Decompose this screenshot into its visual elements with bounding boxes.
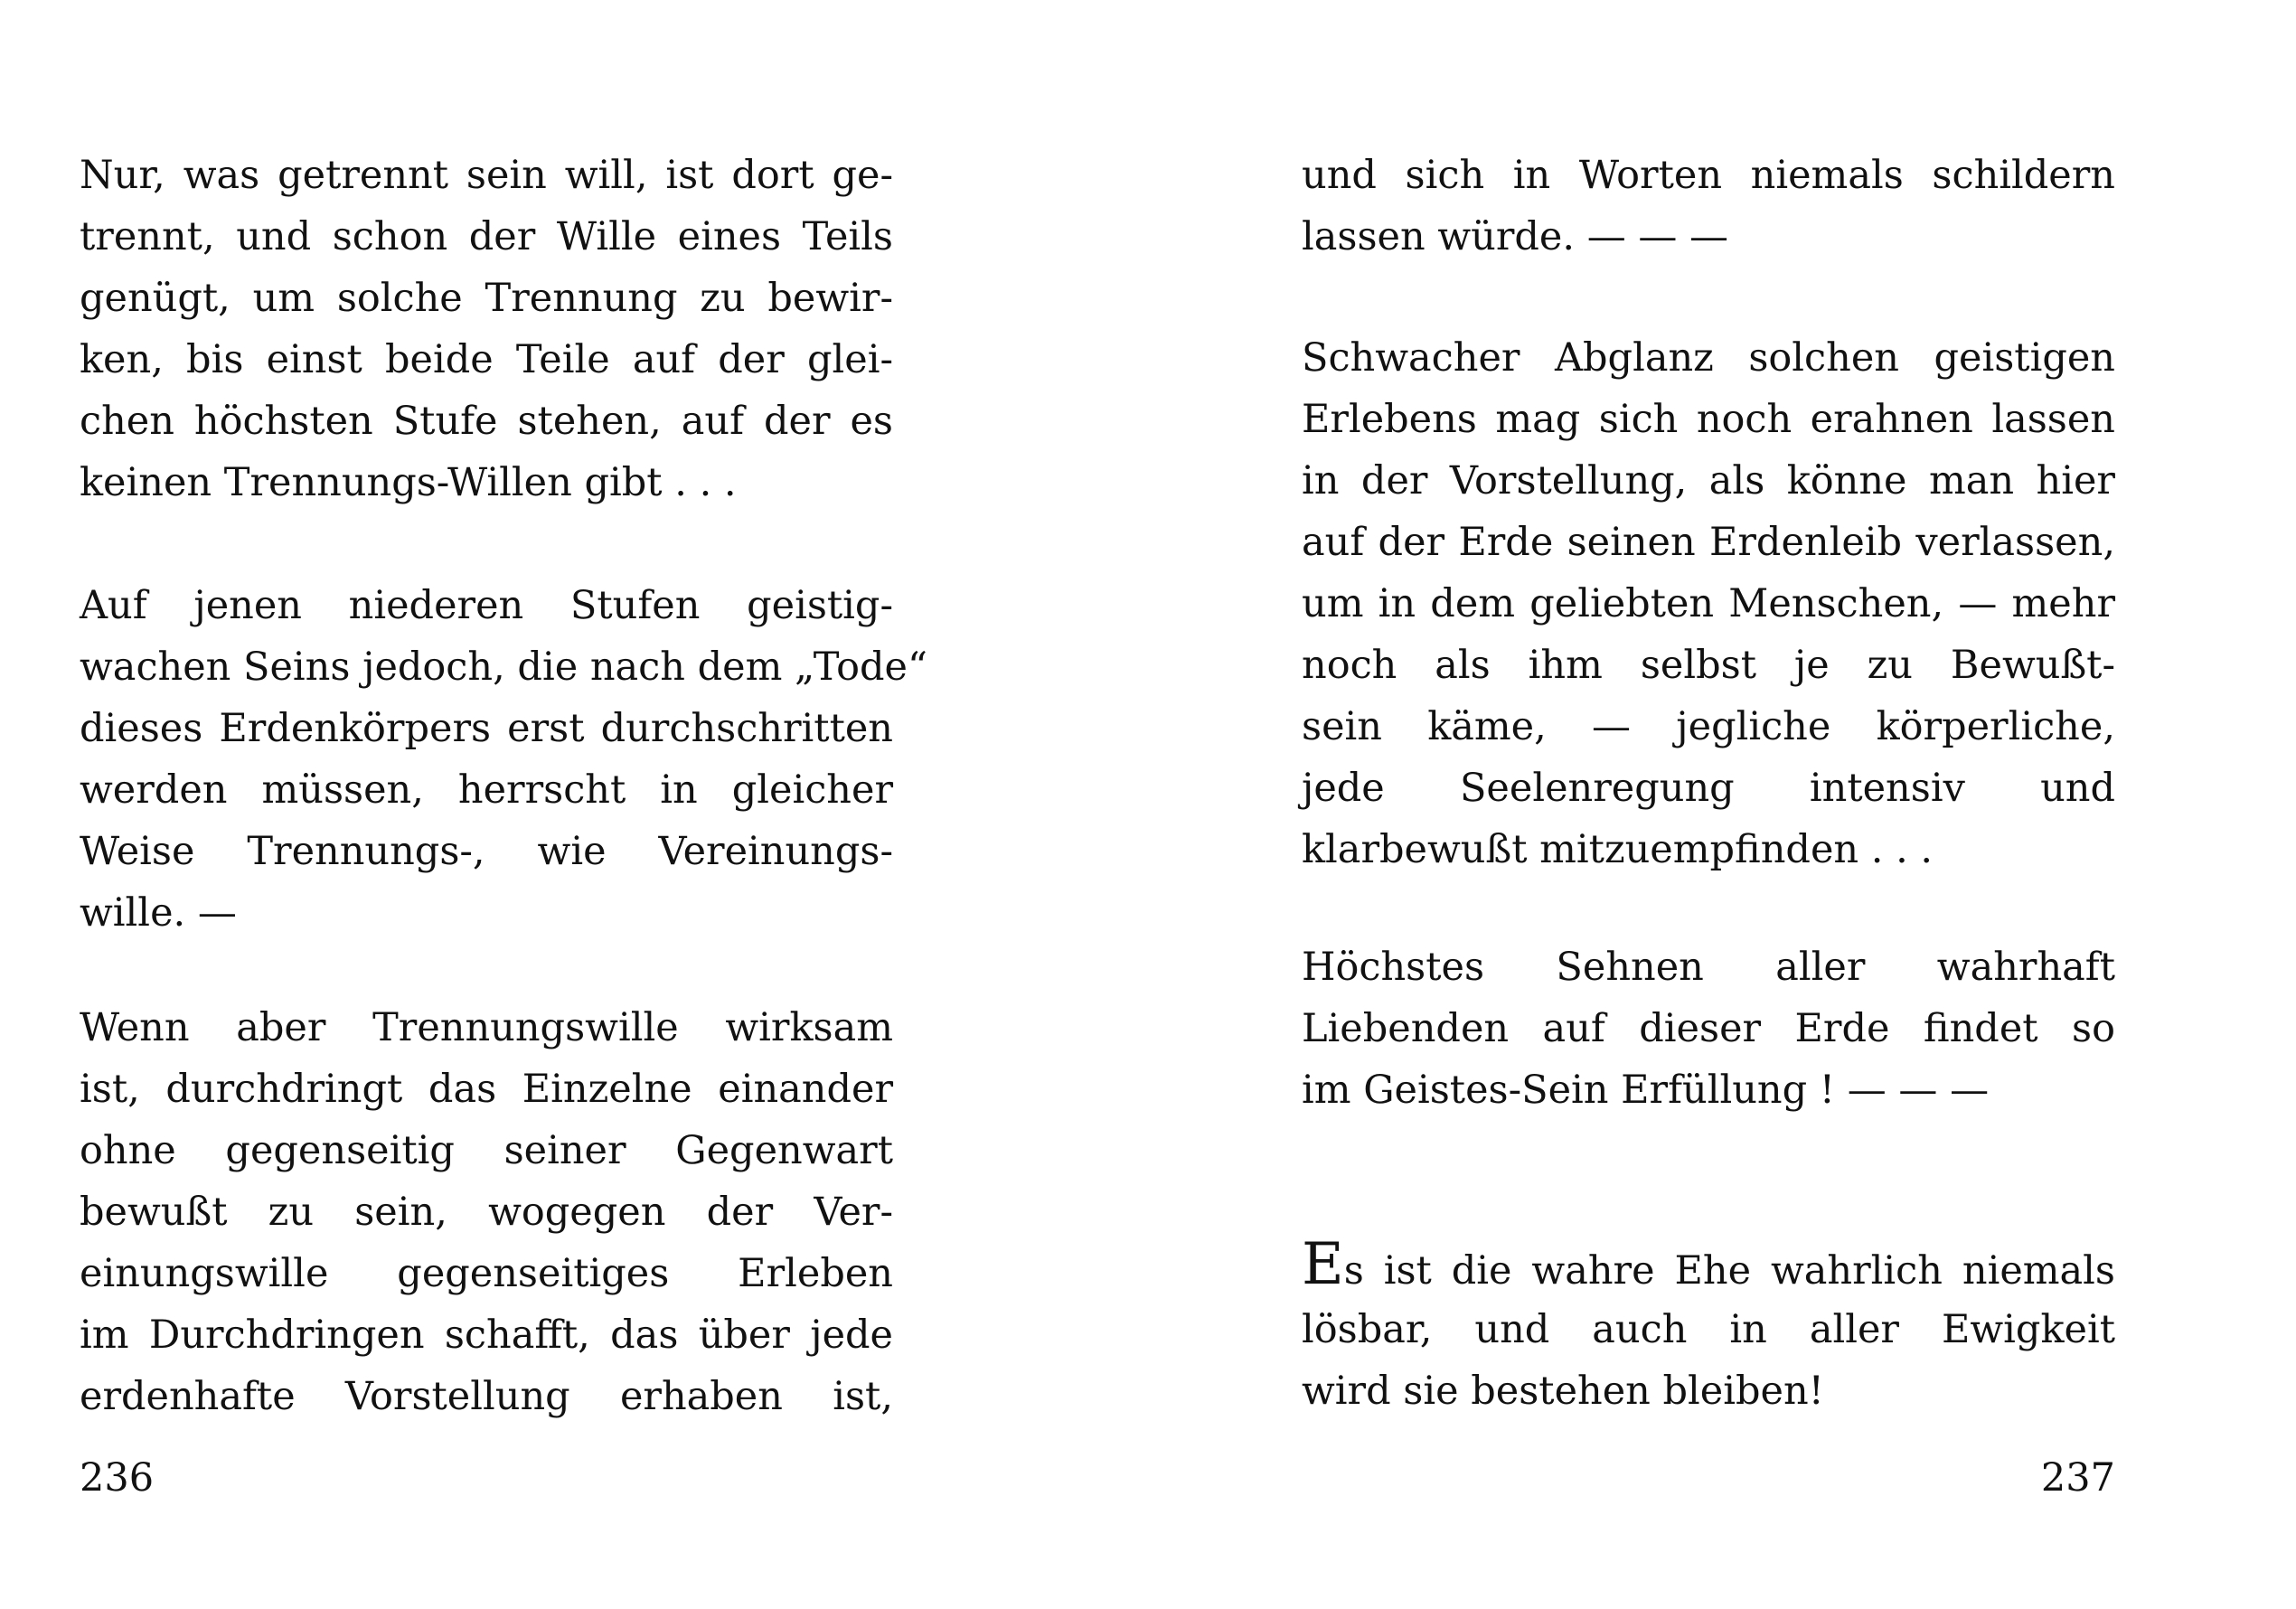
text-line: wachen Seins jedoch, die nach dem „Tode“ [80, 645, 927, 690]
text-line: ken, bis einst beide Teile auf der glei- [80, 337, 893, 382]
text-line: Erlebens mag sich noch erahnen lassen [1302, 397, 2115, 442]
text-line: ist, durchdringt das Einzelne einander [80, 1067, 893, 1112]
text-line: um in dem geliebten Menschen, — mehr [1302, 581, 2115, 626]
right-paragraph-2 [1302, 327, 2115, 880]
page-number: 237 [2040, 1455, 2115, 1501]
text-line [1302, 1231, 2115, 1299]
text-line: auf der Erde seinen Erdenleib verlassen, [1302, 520, 2115, 565]
text-line: wird sie bestehen bleiben! [1302, 1369, 1824, 1414]
text-line: wille. — [80, 890, 237, 936]
text-line: sein käme, — jegliche körperliche, [1302, 704, 2115, 749]
text-line: und sich in Worten niemals schildern [1302, 153, 2115, 198]
text-line: im Durchdringen schafft, das über jede [80, 1313, 893, 1358]
text-line: Auf jenen niederen Stufen geistig- [80, 583, 893, 628]
text-line: jede Seelenregung intensiv und [1302, 766, 2115, 811]
left-paragraph-3 [80, 997, 893, 1427]
drop-initial: E [1302, 1231, 1344, 1298]
text-line: trennt, und schon der Wille eines Teils [80, 214, 893, 259]
text-line: Höchstes Sehnen aller wahrhaft [1302, 945, 2115, 990]
text-line: noch als ihm selbst je zu Bewußt- [1302, 643, 2115, 688]
text-line: Weise Trennungs-, wie Vereinungs- [80, 829, 893, 874]
text-line: einungswille gegenseitiges Erleben [80, 1251, 893, 1296]
text-line: dieses Erdenkörpers erst durchschritten [80, 706, 893, 751]
text-line: Wenn aber Trennungswille wirksam [80, 1005, 893, 1050]
page-number: 236 [80, 1455, 155, 1501]
text-line: in der Vorstellung, als könne man hier [1302, 458, 2115, 503]
text-line: Nur, was getrennt sein will, ist dort ge- [80, 153, 893, 198]
text-line: ohne gegenseitig seiner Gegenwart [80, 1128, 893, 1173]
text-line: genügt, um solche Trennung zu bewir- [80, 276, 893, 321]
right-paragraph-3 [1302, 936, 2115, 1121]
left-paragraph-2 [80, 575, 927, 944]
text-line: chen höchsten Stufe stehen, auf der es [80, 399, 893, 444]
left-page [80, 0, 927, 1609]
right-page [1302, 0, 2115, 1609]
right-paragraph-4 [1302, 1231, 2115, 1422]
text-line: werden müssen, herrscht in gleicher [80, 767, 893, 813]
text-line: Liebenden auf dieser Erde findet so [1302, 1006, 2115, 1051]
text-line: lösbar, und auch in aller Ewigkeit [1302, 1307, 2115, 1352]
text-line: klarbewußt mitzuempfinden . . . [1302, 827, 1934, 872]
left-paragraph-1 [80, 145, 893, 513]
text-line: Schwacher Abglanz solchen geistigen [1302, 335, 2115, 381]
text-line: keinen Trennungs-Willen gibt . . . [80, 460, 737, 505]
right-paragraph-1 [1302, 145, 2115, 268]
text-line: erdenhafte Vorstellung erhaben ist, [80, 1374, 893, 1419]
text-line: im Geistes-Sein Erfüllung ! — — — [1302, 1068, 1990, 1113]
text-line: bewußt zu sein, wogegen der Ver- [80, 1190, 893, 1235]
text-line-remainder: s ist die wahre Ehe wahrlich niemals [1343, 1248, 2115, 1294]
text-line: lassen würde. — — — [1302, 214, 1729, 259]
